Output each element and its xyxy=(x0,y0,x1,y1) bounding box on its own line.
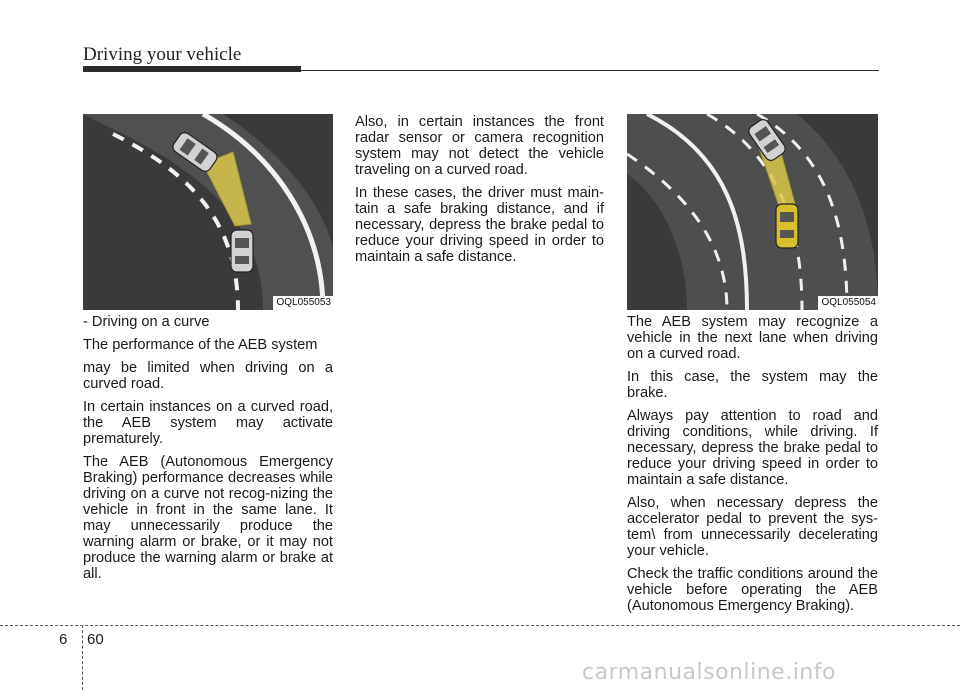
paragraph: The performance of the AEB system xyxy=(83,337,318,353)
page-number: 60 xyxy=(87,631,104,648)
figure-code-label: OQL055054 xyxy=(818,296,879,310)
paragraph: In these cases, the driver must main-tain a safe braking distance, and if necessary, depress the brake pedal to reduce your driving speed in order to maintain a safe distance. xyxy=(355,185,604,265)
figure-curve-adjacent-lane xyxy=(627,114,878,310)
paragraph: - Driving on a curve xyxy=(83,314,210,330)
text-column-1 xyxy=(83,314,333,589)
curve-adjacent-lane-car-illustration xyxy=(627,114,878,310)
curve-single-lane-car-illustration xyxy=(83,114,333,310)
figure-code-label: OQL055053 xyxy=(273,296,334,310)
paragraph: In this case, the system may the brake. xyxy=(627,369,878,401)
paragraph: Always pay attention to road and driving conditions, while driving. If necessary, depress the brake pedal to reduce your driving speed in order to maintain a safe distance. xyxy=(627,408,878,488)
footer-vertical-rule xyxy=(82,625,83,690)
text-column-3 xyxy=(627,314,878,621)
paragraph: Also, when necessary depress the accelerator pedal to prevent the sys-tem\ from unnecessarily decelerating your vehicle. xyxy=(627,495,878,559)
paragraph: The AEB (Autonomous Emergency Braking) performance decreases while driving on a curve not recog-nizing the vehicle in front in the same lane. It may unnecessarily produce the warning alarm or brake, or it may not produce the warning alarm or brake at all. xyxy=(83,454,333,582)
figure-curve-single-lane xyxy=(83,114,333,310)
page-header-title: Driving your vehicle xyxy=(83,44,242,65)
paragraph: Check the traffic conditions around the vehicle before operating the AEB (Autonomous Emergency Braking). xyxy=(627,566,878,614)
chapter-number: 6 xyxy=(59,631,68,648)
paragraph: The AEB system may recognize a vehicle in the next lane when driving on a curved road. xyxy=(627,314,878,362)
paragraph: may be limited when driving on a curved road. xyxy=(83,360,333,392)
header-rule-thick xyxy=(83,66,301,72)
paragraph: In certain instances on a curved road, the AEB system may activate prematurely. xyxy=(83,399,333,447)
watermark-text: carmanualsonline.info xyxy=(582,660,836,685)
footer-rule xyxy=(0,625,960,626)
text-column-2 xyxy=(355,114,604,272)
paragraph: Also, in certain instances the front radar sensor or camera recognition system may not detect the vehicle traveling on a curved road. xyxy=(355,114,604,178)
header-rule-thin xyxy=(301,70,879,71)
